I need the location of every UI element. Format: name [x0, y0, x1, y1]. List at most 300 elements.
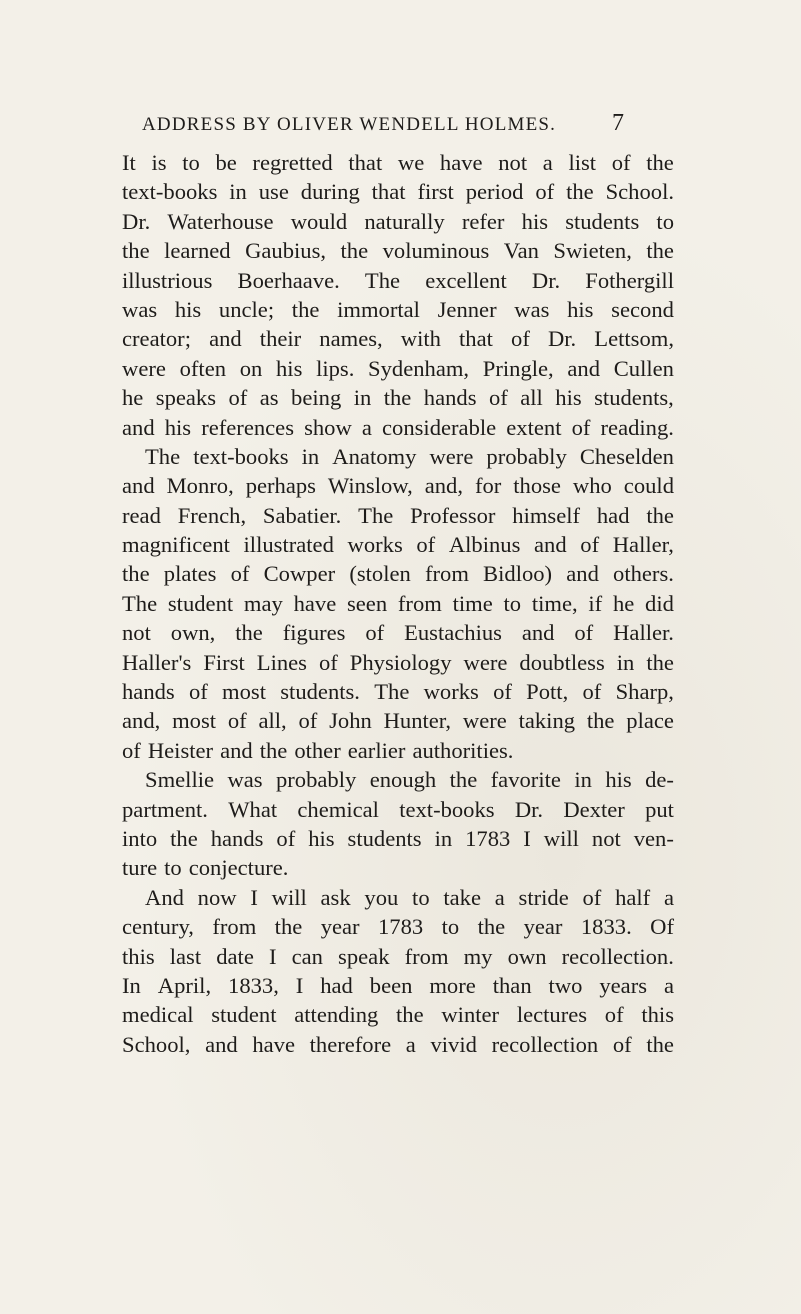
word: from [397, 590, 442, 616]
word: Jenner [437, 296, 497, 322]
word: time [452, 590, 493, 616]
word: on [239, 355, 263, 381]
word: medical [122, 1002, 194, 1028]
word: his [276, 355, 303, 381]
word: uncle; [218, 296, 275, 322]
word: Swieten, [553, 238, 632, 264]
word: the [122, 561, 150, 587]
word: of [318, 649, 338, 675]
text-line [122, 971, 674, 1000]
word: plates [163, 561, 217, 587]
word: and [220, 737, 253, 763]
word: he [612, 590, 635, 616]
word: Sharp, [615, 679, 674, 705]
word: place [626, 708, 674, 734]
word: was [514, 296, 550, 322]
text-line [122, 148, 674, 177]
word: Bidloo) [483, 561, 553, 587]
word: year [320, 914, 360, 940]
word: could [623, 473, 674, 499]
word: of [228, 385, 248, 411]
text-line [122, 530, 674, 559]
word: Anatomy [332, 443, 417, 469]
word: of [122, 737, 141, 763]
word: speak [338, 943, 390, 969]
word: hands [210, 825, 264, 851]
running-title: ADDRESS BY OLIVER WENDELL HOLMES. [142, 114, 557, 135]
word: 1833. [580, 914, 632, 940]
text-line [122, 795, 674, 824]
word: therefore [309, 1031, 392, 1057]
word: if [588, 590, 603, 616]
text-line [122, 942, 674, 971]
text-line [122, 442, 674, 471]
word: been [369, 972, 413, 998]
word: doubtless [519, 649, 605, 675]
word: authorities. [412, 737, 514, 763]
text-line [122, 706, 674, 735]
word: take [443, 884, 482, 910]
word: time, [531, 590, 578, 616]
word: The [364, 267, 401, 293]
word: of [365, 620, 385, 646]
word: Smellie [145, 767, 215, 793]
word: extent [506, 414, 562, 440]
word: of [574, 620, 594, 646]
word: ven- [633, 825, 674, 851]
word: with [400, 326, 441, 352]
text-line [122, 501, 674, 530]
word: his [605, 767, 632, 793]
word: first [417, 179, 454, 205]
word: the [646, 502, 674, 528]
word: The [358, 502, 394, 528]
page-number: 7 [612, 110, 624, 136]
word: half [615, 884, 651, 910]
word: now [197, 884, 237, 910]
word: Van [503, 238, 539, 264]
word: I [523, 825, 531, 851]
word: were [122, 355, 166, 381]
word: his [521, 208, 549, 234]
word: that [348, 150, 383, 175]
word: most [172, 708, 217, 734]
word: I [295, 972, 304, 998]
word: the [566, 179, 594, 205]
word: of [227, 708, 247, 734]
word: century, [122, 914, 194, 940]
word: illustrious [122, 267, 213, 293]
word: during [300, 179, 360, 205]
text-line [122, 354, 674, 383]
word: his [555, 385, 582, 411]
word: Heister [147, 737, 214, 763]
word: and [209, 326, 242, 352]
word: First [203, 649, 245, 675]
word: read [122, 502, 161, 528]
word: In [122, 972, 141, 998]
word: list [568, 150, 597, 175]
text-line [122, 324, 674, 353]
word: Albinus [448, 532, 521, 558]
word: own, [170, 620, 216, 646]
text-line [122, 853, 674, 882]
word: the [396, 1002, 424, 1028]
word: text-books [193, 443, 289, 469]
text-line [122, 824, 674, 853]
word: from [404, 943, 449, 969]
text-line [122, 295, 674, 324]
word: Sydenham, [368, 355, 470, 381]
word: of [535, 179, 555, 205]
word: period [465, 179, 524, 205]
word: his [164, 414, 192, 440]
word: of [580, 532, 600, 558]
word: and [122, 473, 155, 499]
word: text-books [399, 796, 495, 822]
word: in [434, 825, 453, 851]
word: the [646, 1031, 674, 1057]
word: earlier [347, 737, 406, 763]
word: had [320, 972, 353, 998]
word: in [353, 385, 372, 411]
word: have [439, 150, 483, 175]
word: probably [275, 767, 357, 793]
word: in [574, 767, 592, 793]
word: the [291, 296, 320, 322]
word: The [145, 443, 181, 469]
text-line [122, 266, 674, 295]
word: and [566, 561, 599, 587]
word: probably [486, 443, 567, 469]
text-line [122, 1030, 674, 1059]
word: The [122, 590, 158, 616]
word: of [604, 1002, 624, 1028]
word: the [235, 620, 263, 646]
word: perhaps [245, 473, 316, 499]
word: lectures [516, 1002, 588, 1028]
text-line [122, 736, 674, 765]
word: Professor [410, 502, 496, 528]
word: this [122, 943, 155, 969]
word: use [258, 179, 289, 205]
word: Dr. [531, 267, 561, 293]
word: in [616, 649, 635, 675]
word: than [492, 972, 532, 998]
word: was [227, 767, 263, 793]
word: had [596, 502, 630, 528]
word: Fothergill [585, 267, 674, 293]
text-line [122, 383, 674, 412]
word: you [364, 884, 399, 910]
word: attending [294, 1002, 379, 1028]
word: Haller's [122, 649, 192, 675]
word: Winslow, [327, 473, 413, 499]
word: Boerhaave. [237, 267, 340, 293]
word: seen [346, 590, 388, 616]
word: those [513, 473, 561, 499]
word: was [122, 296, 158, 322]
word: and [205, 1031, 238, 1057]
word: French, [177, 502, 247, 528]
word: that [371, 179, 406, 205]
text-line [122, 236, 674, 265]
word: School. [605, 179, 674, 205]
word: 1783 [465, 825, 511, 851]
word: favorite [490, 767, 561, 793]
word: the [586, 708, 615, 734]
word: were [429, 443, 474, 469]
word: to [503, 590, 522, 616]
word: of [276, 825, 296, 851]
body-text [122, 148, 674, 1059]
word: and, [122, 708, 161, 734]
word: the [274, 914, 303, 940]
word: year [523, 914, 563, 940]
word: the [646, 649, 674, 675]
word: voluminous [382, 238, 490, 264]
word: the [477, 914, 506, 940]
word: learned [164, 238, 231, 264]
word: conjecture. [188, 855, 289, 881]
word: not [591, 825, 621, 851]
word: his [174, 296, 202, 322]
word: School, [122, 1031, 191, 1057]
word: the [383, 385, 412, 411]
word: of [611, 150, 631, 175]
word: considerable [382, 414, 497, 440]
word: to [412, 884, 430, 910]
word: immortal [337, 296, 420, 322]
word: a [542, 150, 553, 175]
word: the [170, 825, 198, 851]
word: for [474, 473, 502, 499]
running-head [142, 110, 624, 144]
word: not [498, 150, 528, 175]
word: lips. [316, 355, 355, 381]
word: to [441, 914, 460, 940]
text-line [122, 177, 674, 206]
word: into [122, 825, 158, 851]
word: his [567, 296, 594, 322]
word: Hunter, [383, 708, 452, 734]
word: a [405, 1031, 416, 1057]
word: Of [650, 914, 674, 940]
word: 1833, [228, 972, 279, 998]
text-line [122, 765, 674, 794]
word: students. [280, 679, 360, 705]
word: Sabatier. [262, 502, 342, 528]
word: 1783 [377, 914, 424, 940]
word: others. [613, 561, 674, 587]
word: text-books [122, 179, 218, 205]
word: the [449, 767, 478, 793]
word: And [145, 884, 184, 910]
word: other [294, 737, 341, 763]
word: Pringle, [482, 355, 554, 381]
word: creator; [122, 326, 191, 352]
word: (stolen [349, 561, 411, 587]
word: be [215, 150, 237, 175]
word: to [164, 855, 182, 881]
word: may [243, 590, 283, 616]
word: in [229, 179, 247, 205]
word: Waterhouse [167, 208, 274, 234]
word: Haller. [613, 620, 674, 646]
word: of [582, 679, 602, 705]
word: of [298, 708, 318, 734]
word: hands [122, 679, 175, 705]
word: my [463, 943, 493, 969]
word: Physiology [349, 649, 452, 675]
word: Dexter [563, 796, 625, 822]
word: Pott, [526, 679, 569, 705]
word: Lettsom, [594, 326, 674, 352]
word: and [521, 620, 555, 646]
word: a [494, 884, 505, 910]
word: Cowper [263, 561, 336, 587]
word: own [507, 943, 547, 969]
word: being [291, 385, 342, 411]
word: Dr. [547, 326, 577, 352]
text-line [122, 413, 674, 442]
word: and [122, 414, 155, 440]
word: recollection [491, 1031, 599, 1057]
word: a [663, 972, 674, 998]
word: April, [157, 972, 212, 998]
word: of [416, 532, 436, 558]
text-line [122, 207, 674, 236]
word: who [572, 473, 612, 499]
word: reading. [600, 414, 674, 440]
word: works [423, 679, 479, 705]
word: Dr. [514, 796, 544, 822]
word: John [329, 708, 372, 734]
word: will [271, 884, 307, 910]
word: to [182, 150, 200, 175]
word: last [169, 943, 202, 969]
word: were [463, 649, 508, 675]
word: of [582, 884, 602, 910]
word: students, [594, 385, 674, 411]
word: vivid [430, 1031, 477, 1057]
word: this [641, 1002, 674, 1028]
word: speaks [155, 385, 217, 411]
word: often [179, 355, 227, 381]
word: in [301, 443, 320, 469]
word: Lines [256, 649, 307, 675]
word: hands [423, 385, 477, 411]
word: all, [258, 708, 287, 734]
word: naturally [364, 208, 445, 234]
word: were [462, 708, 507, 734]
text-line [122, 677, 674, 706]
word: of [488, 385, 508, 411]
text-line [122, 618, 674, 647]
word: of [612, 1031, 632, 1057]
word: more [429, 972, 476, 998]
word: enough [369, 767, 437, 793]
word: show [304, 414, 352, 440]
word: date [216, 943, 254, 969]
word: names, [319, 326, 383, 352]
word: that [459, 326, 493, 352]
text-line [122, 589, 674, 618]
word: as [259, 385, 279, 411]
word: of [188, 679, 208, 705]
text-line [122, 912, 674, 941]
word: taking [518, 708, 576, 734]
word: we [397, 150, 425, 175]
word: his [308, 825, 335, 851]
word: their [259, 326, 302, 352]
word: from [212, 914, 257, 940]
text-line [122, 883, 674, 912]
word: and [567, 355, 601, 381]
word: all [520, 385, 543, 411]
word: years [599, 972, 648, 998]
text-line [122, 648, 674, 677]
word: students [347, 825, 422, 851]
word: ask [320, 884, 351, 910]
word: refer [461, 208, 505, 234]
word: recollection. [561, 943, 674, 969]
word: of [493, 679, 512, 705]
word: will [543, 825, 579, 851]
word: a [663, 884, 674, 910]
word: Gaubius, [245, 238, 327, 264]
word: figures [282, 620, 346, 646]
word: references [201, 414, 294, 440]
word: students [565, 208, 640, 234]
word: did [645, 590, 674, 616]
word: magnificent [122, 532, 230, 558]
word: and, [424, 473, 463, 499]
word: most [222, 679, 266, 705]
word: partment. [122, 796, 208, 822]
word: put [645, 796, 674, 822]
word: Eustachius [404, 620, 502, 646]
word: a [361, 414, 372, 440]
word: the [122, 238, 150, 264]
word: Dr. [122, 208, 151, 234]
word: student [167, 590, 234, 616]
word: to [656, 208, 674, 234]
word: have [293, 590, 337, 616]
text-line [122, 471, 674, 500]
word: illustrated [243, 532, 334, 558]
word: the [340, 238, 369, 264]
word: winter [441, 1002, 500, 1028]
word: The [374, 679, 410, 705]
word: Haller, [612, 532, 674, 558]
word: Cheselden [579, 443, 674, 469]
word: Cullen [613, 355, 674, 381]
word: himself [512, 502, 581, 528]
word: I [268, 943, 277, 969]
word: he [122, 385, 144, 411]
word: have [252, 1031, 295, 1057]
word: chemical [297, 796, 379, 822]
word: student [211, 1002, 277, 1028]
word: not [122, 620, 151, 646]
word: two [548, 972, 583, 998]
word: Monro, [166, 473, 234, 499]
word: What [228, 796, 278, 822]
word: excellent [425, 267, 507, 293]
word: from [424, 561, 469, 587]
text-line [122, 559, 674, 588]
